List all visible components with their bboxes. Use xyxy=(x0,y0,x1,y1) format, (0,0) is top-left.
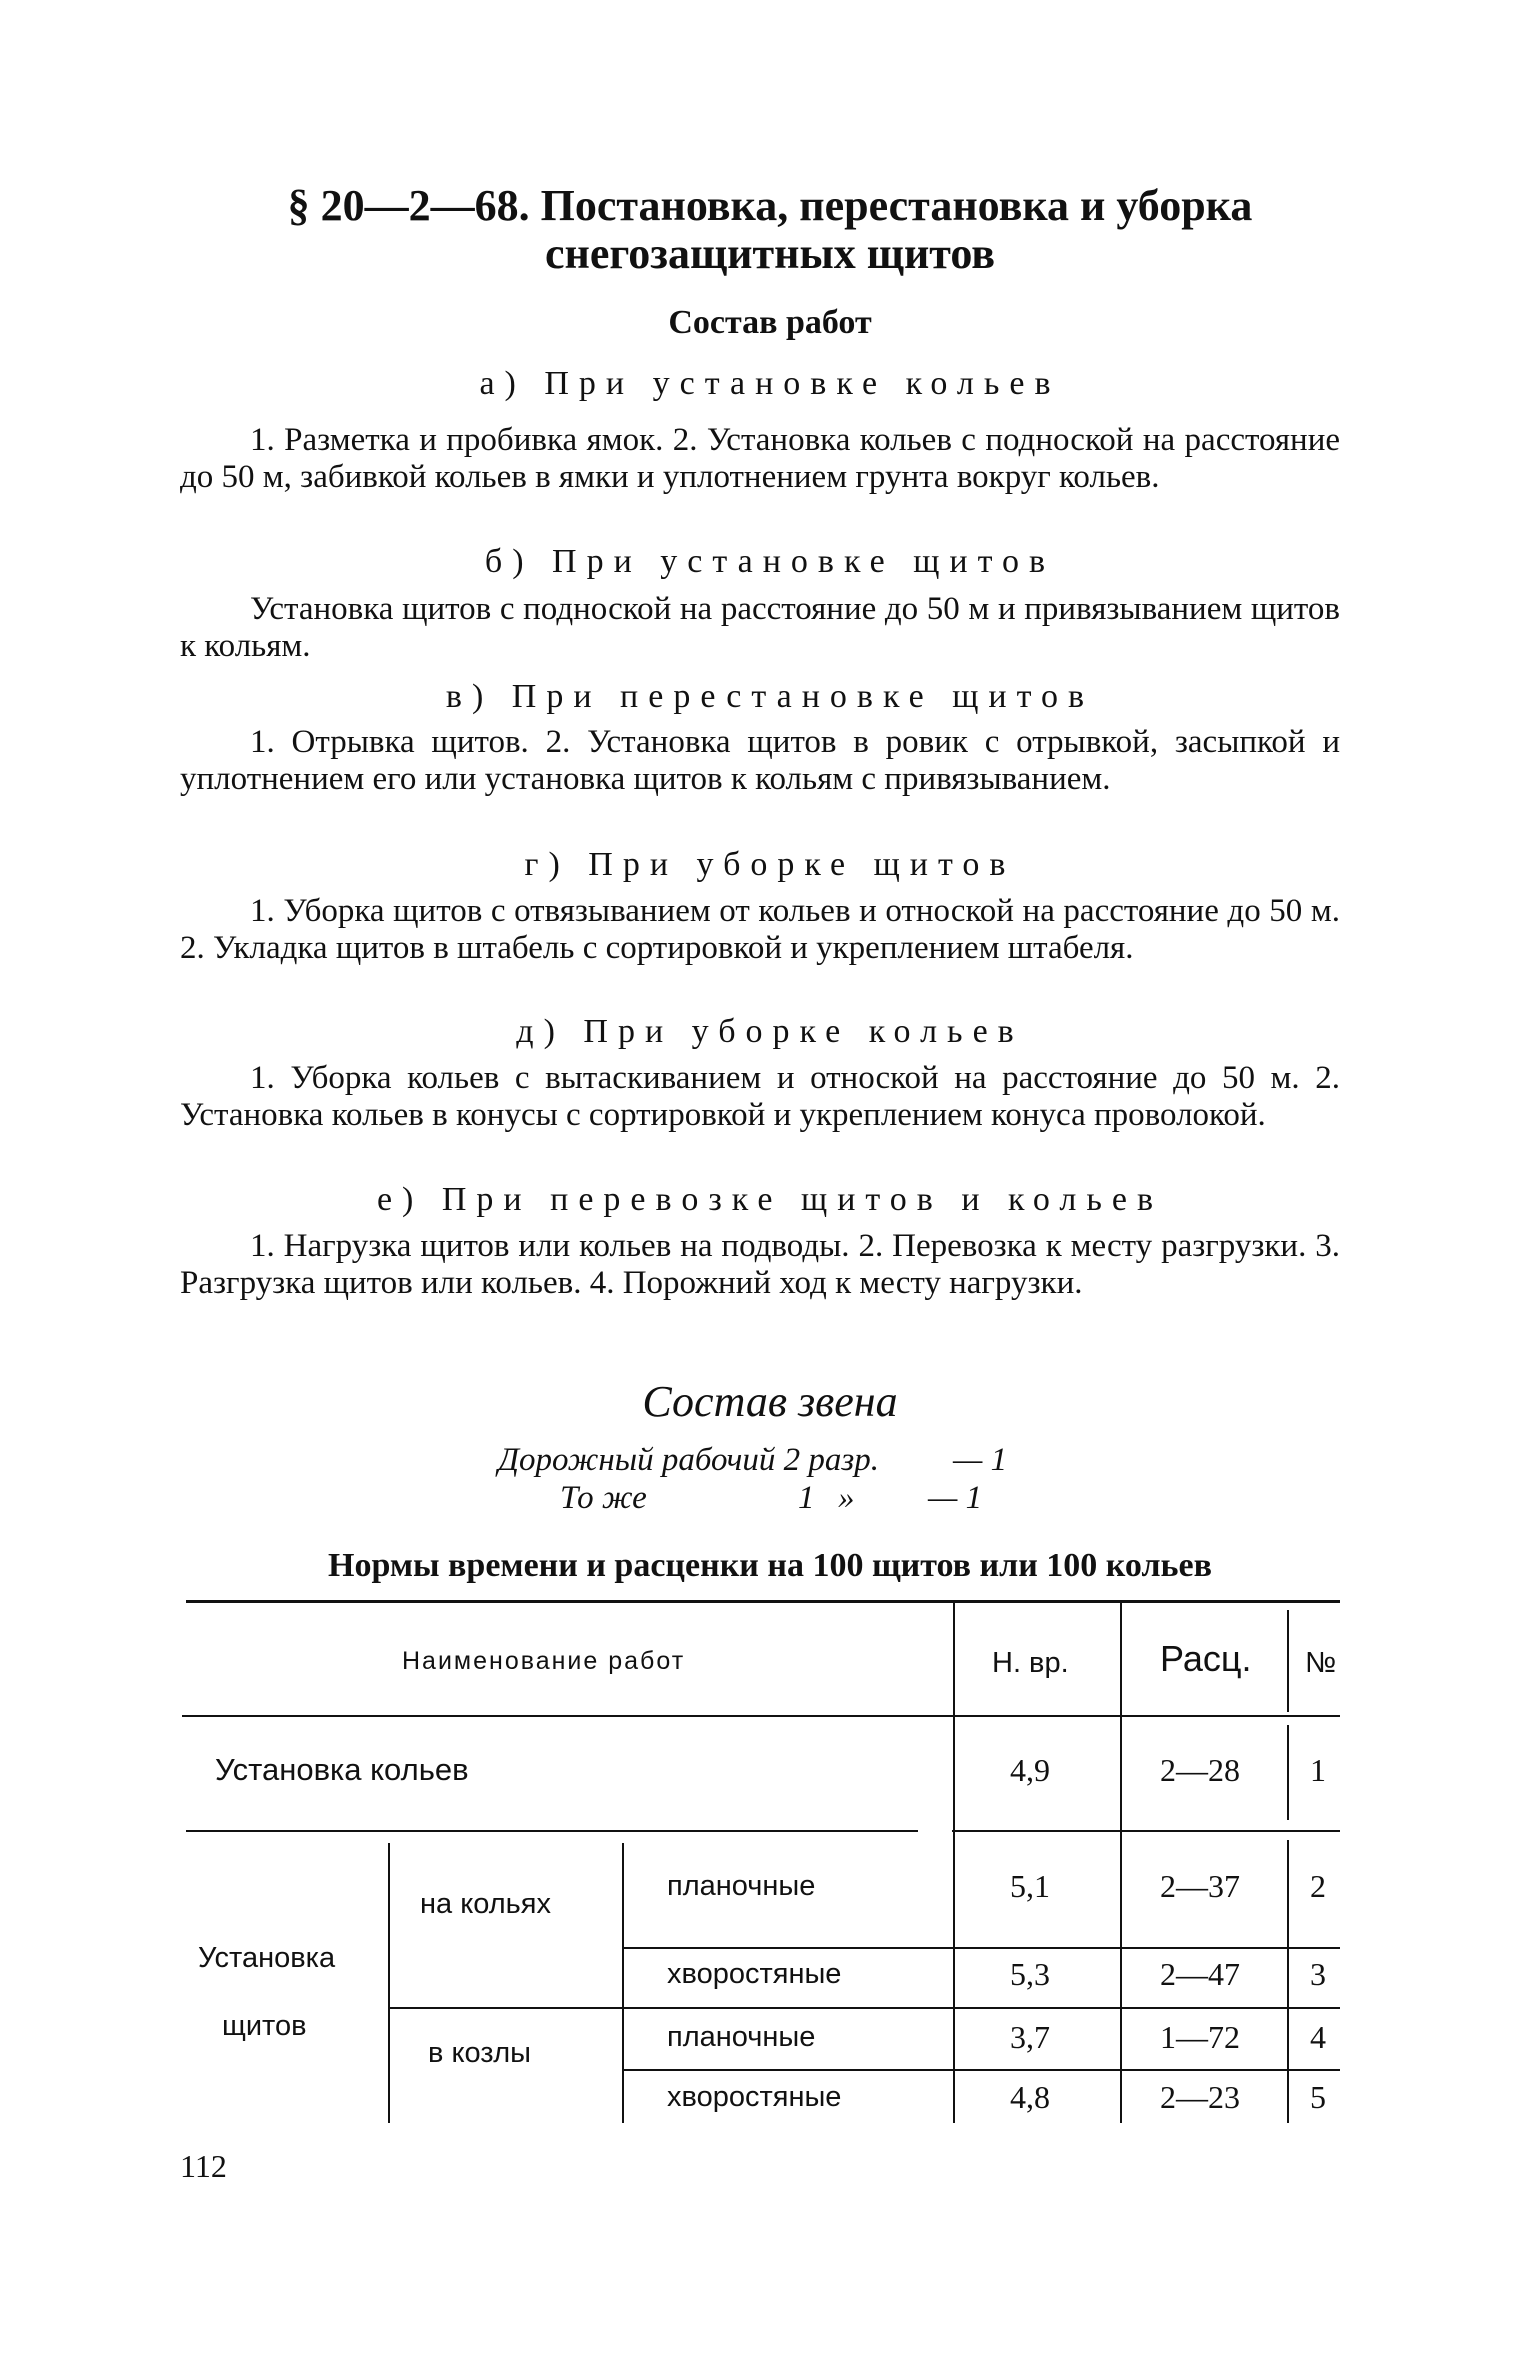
crew-role-1: Дорожный рабочий 2 разр. xyxy=(498,1442,880,1478)
row1-rule-right xyxy=(952,1830,1340,1832)
col-rule-norm xyxy=(953,1603,955,2123)
row2-rule xyxy=(622,1947,1340,1949)
row1-norm: 4,9 xyxy=(1010,1752,1050,1788)
row5-no: 5 xyxy=(1310,2079,1326,2115)
section-b-text: Установка щитов с подноской на расстояние до 50 м и привязыванием щитов к кольям. xyxy=(180,591,1340,664)
row5-rate: 2—23 xyxy=(1160,2079,1240,2115)
row1-rule-left xyxy=(186,1830,918,1832)
header-norm: Н. вр. xyxy=(992,1647,1069,1679)
col-rule-group xyxy=(388,1843,390,2123)
row5-norm: 4,8 xyxy=(1010,2079,1050,2115)
section-e-text: 1. Уборка кольев с вытаскиванием и отноской на расстояние до 50 м. 2. Установка кольев в конусы с сортировкой и укреплением конуса проволокой. xyxy=(180,1060,1340,1133)
section-title: § 20—2—68. Постановка, перестановка и уборка xyxy=(287,181,1253,230)
row2-rate: 2—37 xyxy=(1160,1868,1240,1904)
crew-mark-2: » xyxy=(838,1480,855,1516)
col-rule-no-header xyxy=(1287,1610,1289,1712)
header-no: № xyxy=(1305,1647,1337,1679)
section-f-heading: е) При перевозке щитов и кольев xyxy=(376,1181,1164,1218)
section-c-text: 1. Отрывка щитов. 2. Установка щитов в ровик с отрывкой, засыпкой и уплотнением его или установка щитов к кольям с привязыванием. xyxy=(180,724,1340,797)
col-rule-no-rows xyxy=(1287,1840,1289,2123)
sub-a-label: на кольях xyxy=(420,1888,551,1920)
header-rate: Расц. xyxy=(1160,1638,1252,1679)
row2-type: планочные xyxy=(667,1870,816,1902)
col-rule-rate xyxy=(1120,1603,1122,2123)
section-a-heading: а) При установке кольев xyxy=(479,365,1061,402)
sub-b-label: в козлы xyxy=(428,2037,532,2069)
row3-type: хворостяные xyxy=(667,1958,842,1990)
section-c-heading: в) При перестановке щитов xyxy=(445,678,1095,715)
crew-heading: Состав звена xyxy=(642,1377,898,1426)
group-label-line1: Установка xyxy=(198,1942,336,1974)
row2-norm: 5,1 xyxy=(1010,1868,1050,1904)
section-d-text: 1. Уборка щитов с отвязыванием от кольев и отноской на расстояние до 50 м. 2. Укладка щитов в штабель с сортировкой и укреплением штабеля. xyxy=(180,893,1340,966)
row5-type: хворостяные xyxy=(667,2081,842,2113)
section-d-heading: г) При уборке щитов xyxy=(524,846,1016,883)
row1-no: 1 xyxy=(1310,1752,1326,1788)
row1-name: Установка кольев xyxy=(215,1752,469,1787)
page-number: 112 xyxy=(180,2148,227,2184)
row4-norm: 3,7 xyxy=(1010,2019,1050,2055)
col-rule-no-row1 xyxy=(1287,1725,1289,1820)
table-title: Нормы времени и расценки на 100 щитов или 100 кольев xyxy=(328,1547,1212,1584)
row3-no: 3 xyxy=(1310,1956,1326,1992)
table-top-rule xyxy=(186,1600,1340,1603)
row2-no: 2 xyxy=(1310,1868,1326,1904)
group-label-line2: щитов xyxy=(222,2010,307,2042)
section-title-line2: снегозащитных щитов xyxy=(545,229,995,278)
crew-count-2: — 1 xyxy=(928,1480,983,1516)
row4-type: планочные xyxy=(667,2021,816,2053)
row4-rate: 1—72 xyxy=(1160,2019,1240,2055)
row4-rule xyxy=(622,2069,1340,2071)
works-heading: Состав работ xyxy=(668,304,872,341)
row3-rate: 2—47 xyxy=(1160,1956,1240,1992)
table-header-rule xyxy=(182,1715,1340,1717)
crew-grade-2: 1 xyxy=(798,1480,815,1516)
row3-norm: 5,3 xyxy=(1010,1956,1050,1992)
crew-role-2: То же xyxy=(560,1480,647,1516)
row1-rate: 2—28 xyxy=(1160,1752,1240,1788)
header-name: Наименование работ xyxy=(402,1647,686,1675)
row4-no: 4 xyxy=(1310,2019,1326,2055)
section-b-heading: б) При установке щитов xyxy=(484,543,1056,580)
subgroup-rule xyxy=(388,2007,1340,2009)
section-a-text: 1. Разметка и пробивка ямок. 2. Установка кольев с подноской на расстояние до 50 м, забивкой кольев в ямки и уплотнением грунта вокруг кольев. xyxy=(180,422,1340,495)
crew-count-1: — 1 xyxy=(953,1442,1008,1478)
section-e-heading: д) При уборке кольев xyxy=(516,1013,1024,1050)
col-rule-sub xyxy=(622,1843,624,2123)
section-f-text: 1. Нагрузка щитов или кольев на подводы. 2. Перевозка к месту разгрузки. 3. Разгрузка щитов или кольев. 4. Порожний ход к месту нагрузки. xyxy=(180,1228,1340,1301)
